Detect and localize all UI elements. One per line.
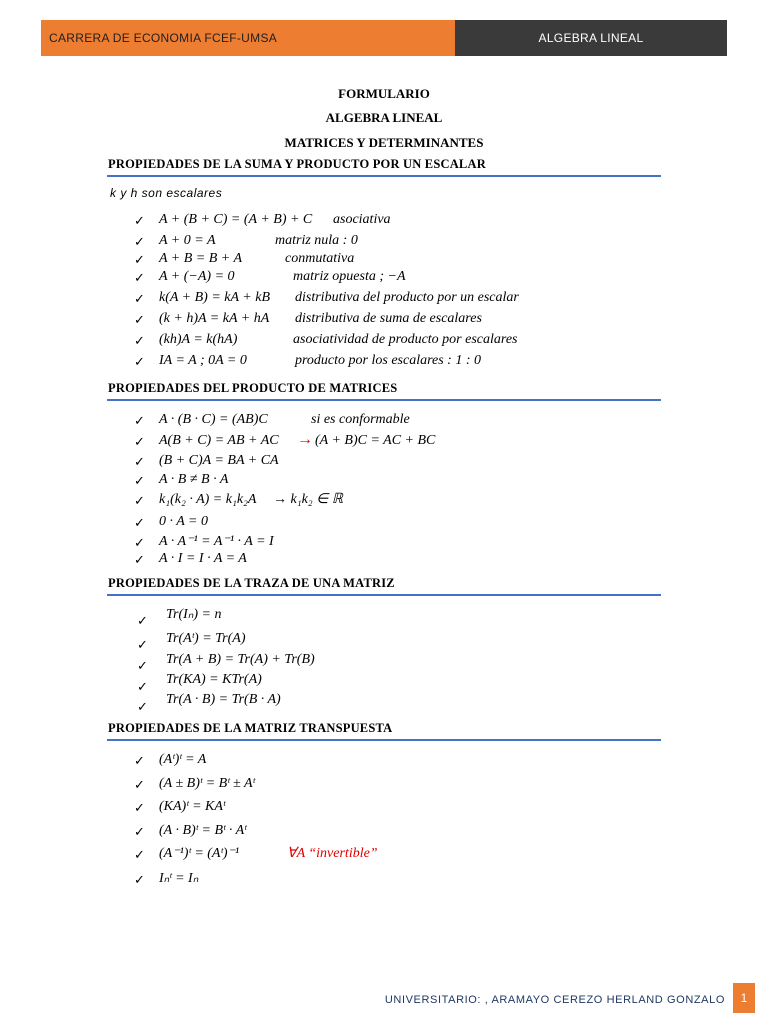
check-icon: ✓ bbox=[134, 291, 145, 306]
producto-formula-7: A · A⁻¹ = A⁻¹ · A = I bbox=[159, 534, 274, 549]
title-algebra: ALGEBRA LINEAL bbox=[325, 110, 443, 125]
producto-formula-1: A · (B · C) = (AB)C bbox=[159, 412, 268, 427]
transpuesta-formula-2: (A ± B)ᵗ = Bᵗ ± Aᵗ bbox=[159, 776, 255, 791]
red-arrow-icon: → bbox=[297, 431, 313, 448]
suma-formula-7: (kh)A = k(hA) bbox=[159, 332, 238, 347]
check-icon: ✓ bbox=[134, 824, 145, 839]
check-icon: ✓ bbox=[134, 872, 145, 887]
transpuesta-formula-6: Iₙᵗ = Iₙ bbox=[159, 871, 199, 886]
section-suma-note: k y h son escalares bbox=[110, 186, 223, 200]
title-formulario: FORMULARIO bbox=[338, 86, 430, 101]
suma-desc-5: distributiva del producto por un escalar bbox=[295, 290, 519, 305]
check-icon: ✓ bbox=[134, 800, 145, 815]
check-icon: ✓ bbox=[137, 637, 148, 652]
traza-formula-3: Tr(A + B) = Tr(A) + Tr(B) bbox=[166, 652, 315, 667]
producto-desc-2: (A + B)C = AC + BC bbox=[315, 433, 436, 448]
check-icon: ✓ bbox=[134, 213, 145, 228]
check-icon: ✓ bbox=[137, 699, 148, 714]
check-icon: ✓ bbox=[134, 270, 145, 285]
suma-desc-6: distributiva de suma de escalares bbox=[295, 311, 482, 326]
producto-formula-3: (B + C)A = BA + CA bbox=[159, 453, 279, 468]
section-traza-rule bbox=[107, 594, 661, 596]
check-icon: ✓ bbox=[134, 252, 145, 267]
section-transpuesta-rule bbox=[107, 739, 661, 741]
suma-desc-1: asociativa bbox=[333, 212, 391, 227]
section-producto-title: PROPIEDADES DEL PRODUCTO DE MATRICES bbox=[108, 381, 398, 395]
check-icon: ✓ bbox=[134, 473, 145, 488]
check-icon: ✓ bbox=[137, 658, 148, 673]
check-icon: ✓ bbox=[134, 434, 145, 449]
page-footer bbox=[0, 980, 768, 1020]
check-icon: ✓ bbox=[134, 413, 145, 428]
check-icon: ✓ bbox=[134, 493, 145, 508]
check-icon: ✓ bbox=[137, 679, 148, 694]
header-course: ALGEBRA LINEAL bbox=[455, 20, 727, 56]
suma-desc-4: matriz opuesta ; −A bbox=[293, 269, 406, 284]
check-icon: ✓ bbox=[134, 753, 145, 768]
producto-formula-6: 0 · A = 0 bbox=[159, 514, 208, 529]
suma-formula-5: k(A + B) = kA + kB bbox=[159, 290, 271, 305]
section-transpuesta-title: PROPIEDADES DE LA MATRIZ TRANSPUESTA bbox=[108, 721, 393, 735]
traza-formula-4: Tr(KA) = KTr(A) bbox=[166, 672, 262, 687]
check-icon: ✓ bbox=[134, 333, 145, 348]
section-suma-rule bbox=[107, 175, 661, 177]
section-traza-title: PROPIEDADES DE LA TRAZA DE UNA MATRIZ bbox=[108, 576, 395, 590]
transpuesta-formula-1: (Aᵗ)ᵗ = A bbox=[159, 752, 207, 767]
suma-desc-3: conmutativa bbox=[285, 251, 355, 266]
transpuesta-formula-5: (A⁻¹)ᵗ = (Aᵗ)⁻¹ bbox=[159, 846, 240, 861]
traza-formula-2: Tr(Aᵗ) = Tr(A) bbox=[166, 631, 246, 646]
check-icon: ✓ bbox=[134, 535, 145, 550]
section-producto-rule bbox=[107, 399, 661, 401]
suma-formula-1: A + (B + C) = (A + B) + C bbox=[159, 212, 313, 227]
check-icon: ✓ bbox=[134, 234, 145, 249]
producto-desc-1: si es conformable bbox=[311, 412, 410, 427]
title-matrices: MATRICES Y DETERMINANTES bbox=[284, 135, 484, 150]
producto-formula-5: k₁(k₂ · A) = k₁k₂A bbox=[159, 492, 257, 507]
check-icon: ✓ bbox=[134, 777, 145, 792]
suma-formula-3: A + B = B + A bbox=[159, 251, 243, 266]
check-icon: ✓ bbox=[134, 354, 145, 369]
suma-desc-8: producto por los escalares : 1 : 0 bbox=[295, 353, 481, 368]
footer-author: UNIVERSITARIO: , ARAMAYO CEREZO HERLAND GONZALO bbox=[384, 994, 725, 1006]
producto-formula-4: A · B ≠ B · A bbox=[159, 472, 229, 487]
suma-desc-2: matriz nula : 0 bbox=[275, 233, 358, 248]
check-icon: ✓ bbox=[134, 312, 145, 327]
traza-formula-5: Tr(A · B) = Tr(B · A) bbox=[166, 692, 281, 707]
producto-formula-8: A · I = I · A = A bbox=[159, 551, 247, 566]
check-icon: ✓ bbox=[134, 454, 145, 469]
header-institution: CARRERA DE ECONOMIA FCEF-UMSA bbox=[41, 20, 455, 56]
suma-formula-4: A + (−A) = 0 bbox=[159, 269, 235, 284]
check-icon: ✓ bbox=[134, 515, 145, 530]
producto-formula-2: A(B + C) = AB + AC bbox=[159, 433, 279, 448]
suma-formula-2: A + 0 = A bbox=[159, 233, 216, 248]
section-suma-title: PROPIEDADES DE LA SUMA Y PRODUCTO POR UN ESCALAR bbox=[108, 157, 486, 171]
transpuesta-desc-5: ∀A “invertible” bbox=[287, 846, 378, 861]
check-icon: ✓ bbox=[134, 847, 145, 862]
page-number: 1 bbox=[733, 983, 755, 1013]
producto-desc-5: → k₁k₂ ∈ ℝ bbox=[273, 492, 343, 507]
check-icon: ✓ bbox=[137, 613, 148, 628]
suma-desc-7: asociatividad de producto por escalares bbox=[293, 332, 518, 347]
suma-formula-6: (k + h)A = kA + hA bbox=[159, 311, 270, 326]
traza-formula-1: Tr(Iₙ) = n bbox=[166, 607, 222, 622]
check-icon: ✓ bbox=[134, 552, 145, 567]
page-header bbox=[41, 20, 727, 56]
suma-formula-8: IA = A ; 0A = 0 bbox=[159, 353, 247, 368]
transpuesta-formula-3: (KA)ᵗ = KAᵗ bbox=[159, 799, 226, 814]
transpuesta-formula-4: (A · B)ᵗ = Bᵗ · Aᵗ bbox=[159, 823, 247, 838]
